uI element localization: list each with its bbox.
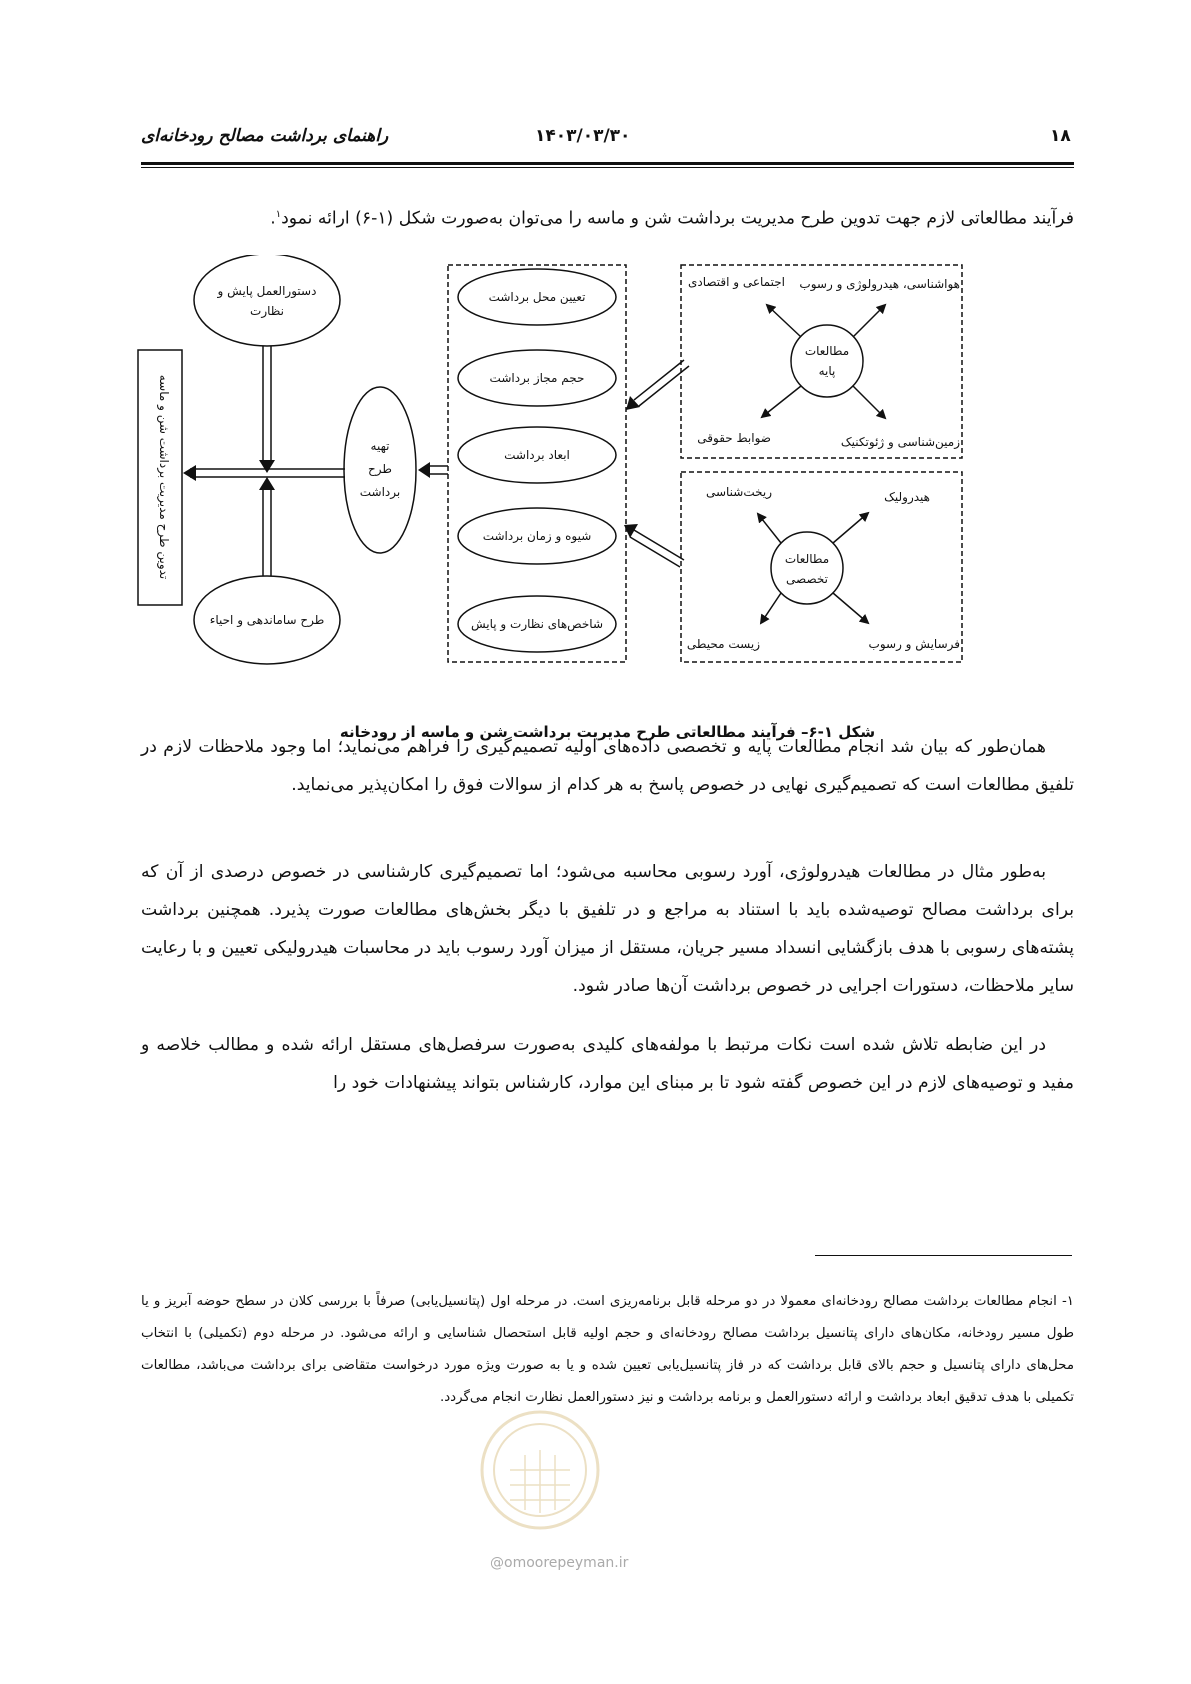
- special-center-2: تخصصی: [786, 572, 828, 586]
- special-item-4: فرسایش و رسوب: [868, 637, 960, 651]
- special-item-2: ریخت‌شناسی: [705, 485, 772, 499]
- intro-text: فرآیند مطالعاتی لازم جهت تدوین طرح مدیریت برداشت شن و ماسه را می‌توان به‌صورت شکل (۱-۶) ارائه نمود: [281, 208, 1074, 229]
- footnote-text: ۱- انجام مطالعات برداشت مصالح رودخانه‌ای معمولا در دو مرحله قابل برنامه‌ریزی است. در مرحله اول (پتانسیل‌یابی) صرفاً با بررسی کلان در سطح حوضه آبریز و یا طول مسیر رودخانه، مکان‌های دارای پتانسیل برداشت مصالح رودخانه‌ای و حجم اولیه قابل استحصال شناسایی و ارائه می‌شود. در مرحله دوم (تکمیلی) با انتخاب محل‌های دارای پتانسیل و حجم بالای قابل برداشت که در فاز پتانسیل‌یابی تعیین شده و یا به صورت ویژه مورد درخواست متقاضی برای برداشت می‌باشد، مطالعات تکمیلی با هدف تدقیق ابعاد برداشت و ارائه دستورالعمل و برنامه برداشت و نیز دستورالعمل نظارت انجام می‌گردد.: [141, 1294, 1074, 1405]
- watermark-url: @omoorepeyman.ir: [490, 1555, 629, 1571]
- specialized-studies-circle: [771, 532, 843, 604]
- footnote-ref: ۱: [275, 209, 282, 220]
- arrow-to-prepare: [418, 462, 430, 478]
- middle-item-2: حجم مجاز برداشت: [489, 371, 585, 385]
- monitoring-label-1: دستورالعمل پایش و: [217, 284, 317, 298]
- restoration-label: طرح ساماندهی و احیاء: [209, 613, 325, 627]
- final-plan-label: تدوین طرح مدیریت برداشت شن و ماسه: [157, 374, 171, 580]
- study-process-diagram: [130, 255, 980, 685]
- header-date: ۱۴۰۳/۰۳/۳۰: [535, 126, 631, 146]
- watermark-logo: [470, 1395, 610, 1545]
- base-item-2: اجتماعی و اقتصادی: [687, 275, 785, 289]
- monitoring-label-2: نظارت: [250, 304, 284, 318]
- arrow-down: [259, 460, 275, 473]
- base-center-1: مطالعات: [804, 344, 850, 358]
- base-center-2: پایه: [818, 364, 836, 378]
- header-rule-thin: [141, 167, 1074, 168]
- header-rule: [141, 162, 1074, 165]
- base-studies-box: [681, 265, 962, 458]
- page-number: ۱۸: [1050, 126, 1071, 146]
- middle-item-4: شیوه و زمان برداشت: [482, 529, 592, 543]
- base-item-3: ضوابط حقوقی: [697, 431, 771, 445]
- special-item-3: زیست محیطی: [686, 637, 760, 651]
- special-center-1: مطالعات: [784, 552, 830, 566]
- figure-caption: شکل ۱-۶– فرآیند مطالعاتی طرح مدیریت برداشت شن و ماسه از رودخانه: [339, 723, 876, 741]
- intro-paragraph: فرآیند مطالعاتی لازم جهت تدوین طرح مدیریت برداشت شن و ماسه را می‌توان به‌صورت شکل (۱-۶) ارائه نمود$^۱$.: [270, 208, 1074, 229]
- middle-item-3: ابعاد برداشت: [504, 448, 570, 462]
- middle-item-5: شاخص‌های نظارت و پایش: [470, 617, 604, 631]
- special-item-1: هیدرولیک: [884, 490, 930, 504]
- header-title: راهنمای برداشت مصالح رودخانه‌ای: [141, 126, 389, 146]
- paragraph-2: به‌طور مثال در مطالعات هیدرولوژی، آورد رسوبی محاسبه می‌شود؛ اما تصمیم‌گیری کارشناسی در خصوص درصدی از آن که برای برداشت مصالح توصیه‌شده باید با استناد به مراجع و در تلفیق با دیگر بخش‌های مطالعات صورت پذیرد. همچنین برداشت پشته‌های رسوبی با هدف بازگشایی انسداد مسیر جریان، مستقل از میزان آورد رسوب باید در محاسبات هیدرولیکی تعیین و با رعایت سایر ملاحظات، دستورات اجرایی در خصوص برداشت آن‌ها صادر شود.: [141, 862, 1074, 996]
- arrow-base-to-middle: [626, 396, 640, 410]
- middle-item-1: تعیین محل برداشت: [488, 290, 586, 304]
- monitoring-ellipse: [194, 255, 340, 346]
- paragraph-3: در این ضابطه تلاش شده است نکات مرتبط با مولفه‌های کلیدی به‌صورت سرفصل‌های مستقل ارائه شده و مطالب خلاصه و مفید و توصیه‌های لازم در این خصوص گفته شود تا بر مبنای این موارد، کارشناس بتواند پیشنهادات خود را: [141, 1035, 1074, 1093]
- base-item-1: هواشناسی، هیدرولوژی و رسوب: [799, 277, 960, 291]
- footnote-rule: [815, 1255, 1072, 1256]
- arrow-to-final: [183, 465, 196, 481]
- paragraph-1: همان‌طور که بیان شد انجام مطالعات پایه و تخصصی داده‌های اولیه تصمیم‌گیری را فراهم می‌نماید؛ اما وجود ملاحظات لازم در تلفیق مطالعات است که تصمیم‌گیری نهایی در خصوص پاسخ به هر کدام از سوالات فوق را امکان‌پذیر می‌نماید.: [141, 737, 1074, 795]
- prepare-label-3: برداشت: [359, 485, 401, 499]
- prepare-label-2: طرح: [368, 462, 392, 476]
- prepare-label-1: تهیه: [370, 439, 390, 453]
- base-studies-circle: [791, 325, 863, 397]
- base-item-4: زمین‌شناسی و ژئوتکنیک: [840, 435, 960, 449]
- arrow-up: [259, 477, 275, 490]
